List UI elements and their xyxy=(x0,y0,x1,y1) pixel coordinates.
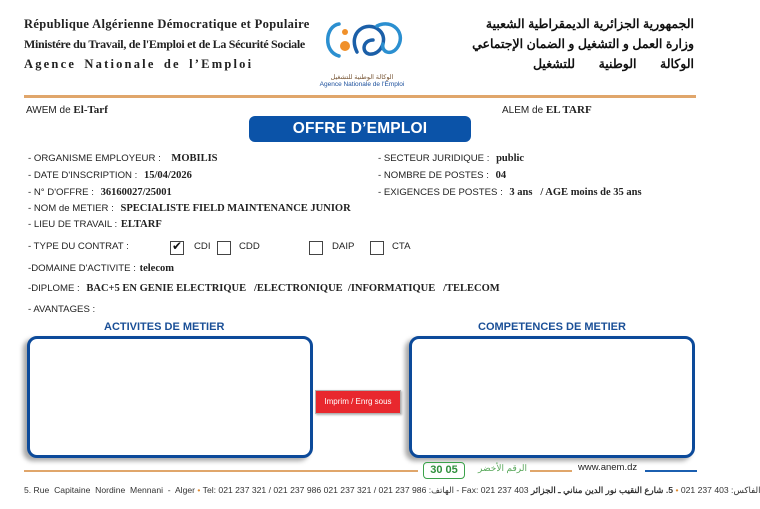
organisme-label: - ORGANISME EMPLOYEUR : xyxy=(28,153,161,164)
alem-value: EL TARF xyxy=(545,104,592,116)
field-postes xyxy=(378,170,506,181)
alem-label: ALEM de xyxy=(502,105,544,116)
footer-divider-left xyxy=(24,470,418,472)
agency-title-ar: الوكالة الوطنية للتشغيل xyxy=(532,57,694,71)
footer-divider-right xyxy=(645,470,697,472)
diplome-label: -DIPLOME : xyxy=(28,283,80,294)
date-label: - DATE D'INSCRIPTION : xyxy=(28,170,138,181)
republic-title-ar: الجمهورية الجزائرية الديمقراطية الشعبية xyxy=(485,17,694,31)
footer-divider-mid xyxy=(530,470,572,472)
activites-textarea[interactable] xyxy=(27,336,313,458)
metier-label: - NOM de METIER : xyxy=(28,203,114,214)
contrat-label: - TYPE DU CONTRAT : xyxy=(28,241,129,252)
logo-caption-fr: Agence Nationale de l'Emploi xyxy=(319,81,405,88)
option-cdi-label: CDI xyxy=(194,241,211,252)
republic-title-fr: République Algérienne Démocratique et Populaire xyxy=(24,17,310,31)
footer-address: 5. Rue Capitaine Nordine Mennani - Alger • Tel: 021 237 321 / 021 237 986 الهاتف: 986 237 021 / 321 237 021 - Fax: 021 237 403 الفاكس: 403 237 021 • 5. شارع النقيب نور الدين مناني ـ الجزائر xyxy=(24,485,760,495)
metier-value: SPECIALISTE FIELD MAINTENANCE JUNIOR xyxy=(120,203,351,214)
option-cta-label: CTA xyxy=(392,241,411,252)
offre-label: - N° D'OFFRE : xyxy=(28,187,94,198)
organisme-value: MOBILIS xyxy=(171,153,218,164)
avantages-label: - AVANTAGES : xyxy=(28,304,96,315)
address-ar: 5. شارع النقيب نور الدين مناني ـ الجزائر xyxy=(530,485,674,495)
exigences-value: 3 ans / AGE moins de 35 ans xyxy=(509,187,642,198)
field-metier xyxy=(28,203,351,214)
field-offre xyxy=(28,187,172,198)
secteur-value: public xyxy=(496,153,525,164)
header-french xyxy=(24,14,310,74)
phone-ar: الهاتف: 986 237 021 / 321 237 021 xyxy=(323,485,455,495)
awem-line xyxy=(26,104,108,116)
alem-line xyxy=(502,104,592,116)
field-secteur xyxy=(378,153,524,164)
awem-label: AWEM de xyxy=(26,105,71,116)
activites-title: ACTIVITES DE METIER xyxy=(104,321,225,333)
header-divider xyxy=(24,95,696,98)
bullet-icon: • xyxy=(675,485,679,495)
green-number-badge xyxy=(423,462,465,479)
checkbox-cdd[interactable] xyxy=(217,239,231,257)
exigences-label: - EXIGENCES DE POSTES : xyxy=(378,187,503,198)
ministry-title-ar: وزارة العمل و التشغيل و الضمان الإجتماعي xyxy=(472,37,694,51)
agency-title-fr: Agence Nationale de l’Emploi xyxy=(24,57,254,71)
competences-textarea[interactable] xyxy=(409,336,695,458)
field-diplome xyxy=(28,283,500,294)
option-daip-label: DAIP xyxy=(332,241,355,252)
postes-label: - NOMBRE DE POSTES : xyxy=(378,170,489,181)
bullet-icon: • xyxy=(197,485,201,495)
field-lieu xyxy=(28,219,162,230)
print-save-button[interactable]: Imprim / Enrg sous xyxy=(315,390,401,414)
diplome-value: BAC+5 EN GENIE ELECTRIQUE /ELECTRONIQUE /INFORMATIQUE /TELECOM xyxy=(86,283,500,294)
anem-logo xyxy=(308,12,416,92)
lieu-value: ELTARF xyxy=(120,219,162,230)
date-value: 15/04/2026 xyxy=(144,170,192,181)
checkbox-cta[interactable] xyxy=(370,239,384,257)
website-link[interactable]: www.anem.dz xyxy=(578,462,638,473)
green-number-label-ar: الرقم الأخضر xyxy=(478,463,527,473)
field-organisme xyxy=(28,153,218,164)
fax-ar: الفاكس: 403 237 021 xyxy=(680,485,760,495)
option-cdd-label: CDD xyxy=(239,241,260,252)
header-arabic xyxy=(472,14,694,74)
competences-title: COMPETENCES DE METIER xyxy=(478,321,626,333)
lieu-label: - LIEU DE TRAVAIL : xyxy=(28,219,118,230)
tel-fr: Tel: 021 237 321 / 021 237 986 xyxy=(202,485,322,495)
field-exigences xyxy=(378,187,642,198)
checkbox-cdi[interactable] xyxy=(170,239,184,257)
domaine-label: -DOMAINE D'ACTIVITE : xyxy=(28,263,136,274)
page-title: OFFRE D’EMPLOI xyxy=(249,116,471,142)
ministry-title-fr: Ministére du Travail, de l'Emploi et de La Sécurité Sociale xyxy=(24,37,305,51)
green-number: 30 05 xyxy=(430,464,458,476)
fax-fr: Fax: 021 237 403 xyxy=(461,485,529,495)
field-domaine xyxy=(28,263,174,274)
postes-value: 04 xyxy=(495,170,507,181)
field-avantages xyxy=(28,304,95,315)
checkbox-daip[interactable] xyxy=(309,239,323,257)
field-date xyxy=(28,170,192,181)
offre-value: 36160027/25001 xyxy=(100,187,172,198)
address-fr: 5. Rue Capitaine Nordine Mennani - Alger xyxy=(24,485,196,495)
anem-logo-icon xyxy=(317,12,407,66)
secteur-label: - SECTEUR JURIDIQUE : xyxy=(378,153,490,164)
domaine-value: telecom xyxy=(139,263,174,274)
awem-value: El-Tarf xyxy=(73,104,108,116)
check-mark-icon: ✔ xyxy=(172,238,183,253)
logo-caption-ar: الوكالة الوطنية للتشغيل xyxy=(330,74,394,81)
